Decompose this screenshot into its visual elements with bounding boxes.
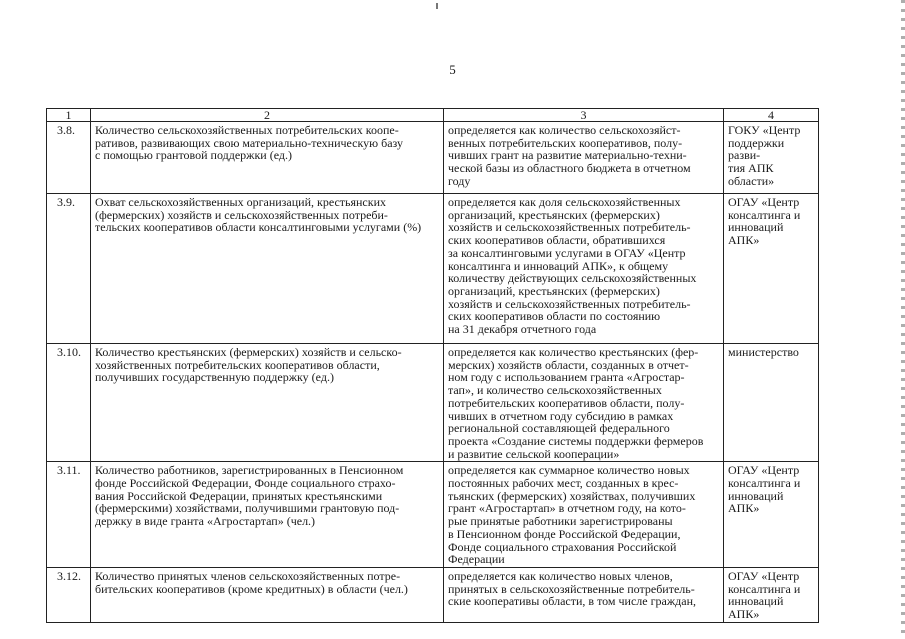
indicator-cell: Количество сельскохозяйственных потребительских коопе- ративов, развивающих свою материально-техническую базу с помощью грантовой поддержки (ед.) <box>91 122 444 194</box>
indicator-cell: Количество работников, зарегистрированных в Пенсионном фонде Российской Федерации, Фонде социального страхо- вания Российской Федерации, принятых крестьянскими (фермерскими) хозяйствами, получившими грантовую под- держку в виде гранта «Агростартап» (чел.) <box>91 462 444 568</box>
row-number: 3.9. <box>47 194 91 344</box>
header-col-4: 4 <box>724 109 819 122</box>
header-col-3: 3 <box>444 109 724 122</box>
indicator-table <box>46 108 819 623</box>
row-number: 3.10. <box>47 344 91 462</box>
source-cell: ОГАУ «Центр консалтинга и инноваций АПК» <box>724 194 819 344</box>
scan-speck <box>436 3 438 9</box>
source-cell: министерство <box>724 344 819 462</box>
table-row <box>47 462 819 568</box>
indicator-cell: Количество принятых членов сельскохозяйственных потре- бительских кооперативов (кроме кредитных) в области (чел.) <box>91 567 444 622</box>
source-cell: ОГАУ «Центр консалтинга и инноваций АПК» <box>724 462 819 568</box>
row-number: 3.12. <box>47 567 91 622</box>
table-row <box>47 567 819 622</box>
indicator-cell: Количество крестьянских (фермерских) хозяйств и сельско- хозяйственных потребительских кооперативов области, получивших государственную поддержку (ед.) <box>91 344 444 462</box>
method-cell: определяется как суммарное количество новых постоянных рабочих мест, созданных в крес- тьянских (фермерских) хозяйствах, получивших грант «Агростартап» в отчетном году, на кото- рые принятые работники зарегистрированы в Пенсионном фонде Российской Федерации, Фонде социального страхования Российской Федерации <box>444 462 724 568</box>
header-col-1: 1 <box>47 109 91 122</box>
table-row <box>47 344 819 462</box>
page-number: 5 <box>449 62 456 77</box>
header-col-2: 2 <box>91 109 444 122</box>
method-cell: определяется как количество крестьянских (фер- мерских) хозяйств области, созданных в отчет- ном году с использованием гранта «Агростар- тап», и количество сельскохозяйственных потребительских кооперативов области, полу- чивших в отчетном году субсидию в рамках региональной составляющей федерального проекта «Создание системы поддержки фермеров и развитие сельской кооперации» <box>444 344 724 462</box>
method-cell: определяется как доля сельскохозяйственных организаций, крестьянских (фермерских) хозяйств и сельскохозяйственных потребитель- ских кооперативов области, обратившихся за консалтинговыми услугами в ОГАУ «Центр консалтинга и инноваций АПК», к общему количеству действующих сельскохозяйственных организаций, крестьянских (фермерских) хозяйств и сельскохозяйственных потребитель- ских кооперативов области по состоянию на 31 декабря отчетного года <box>444 194 724 344</box>
scan-edge-marks <box>901 0 905 639</box>
source-cell: ГОКУ «Центр поддержки разви- тия АПК области» <box>724 122 819 194</box>
table-row <box>47 194 819 344</box>
row-number: 3.11. <box>47 462 91 568</box>
table-row <box>47 122 819 194</box>
indicator-cell: Охват сельскохозяйственных организаций, крестьянских (фермерских) хозяйств и сельскохозяйственных потреби- тельских кооперативов области консалтинговыми услугами (%) <box>91 194 444 344</box>
method-cell: определяется как количество сельскохозяйст- венных потребительских кооперативов, полу- чивших грант на развитие материально-техни- ческой базы из областного бюджета в отчетном году <box>444 122 724 194</box>
row-number: 3.8. <box>47 122 91 194</box>
header-row <box>47 109 819 122</box>
method-cell: определяется как количество новых членов, принятых в сельскохозяйственные потребитель- ские кооперативы области, в том числе граждан, <box>444 567 724 622</box>
source-cell: ОГАУ «Центр консалтинга и инноваций АПК» <box>724 567 819 622</box>
